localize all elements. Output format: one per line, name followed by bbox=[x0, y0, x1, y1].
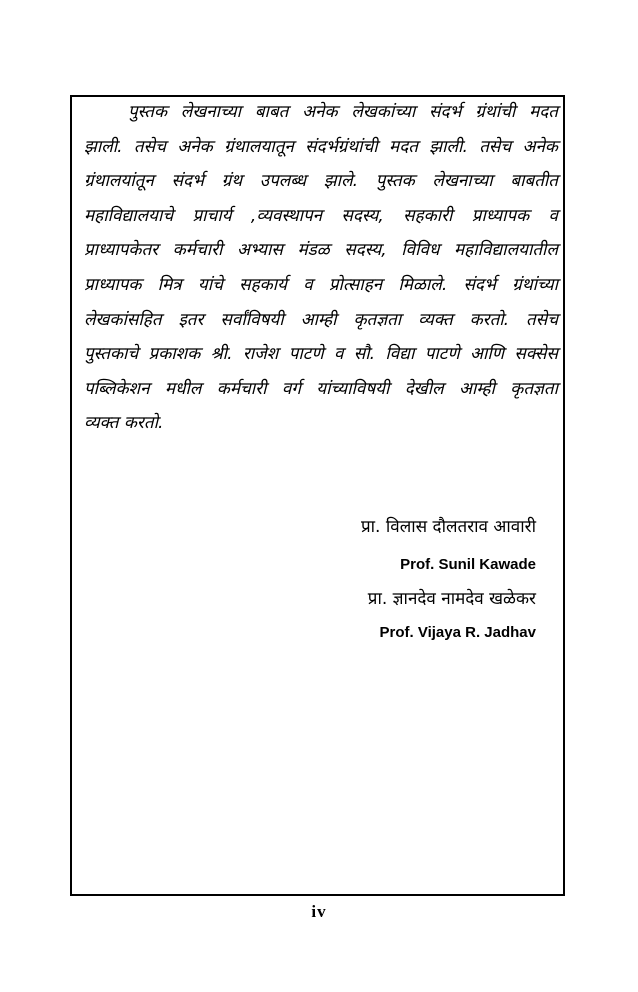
signature-author-2: Prof. Sunil Kawade bbox=[400, 556, 536, 573]
signature-author-1: प्रा. विलास दौलतराव आवारी bbox=[360, 517, 536, 537]
signature-author-4: Prof. Vijaya R. Jadhav bbox=[379, 624, 536, 641]
paragraph-line: प्राध्यापकेतर कर्मचारी अभ्यास मंडळ सदस्य, विविध महाविद्यालयातील bbox=[84, 240, 558, 261]
page-number: iv bbox=[311, 902, 327, 921]
acknowledgement-paragraph bbox=[84, 99, 558, 445]
paragraph-line: ग्रंथालयांतून संदर्भ ग्रंथ उपलब्ध झाले. पुस्तक लेखनाच्या बाबतीत bbox=[84, 171, 558, 192]
paragraph-line: लेखकांसहित इतर सर्वांविषयी आम्ही कृतज्ञता व्यक्त करतो. तसेच bbox=[84, 309, 558, 330]
paragraph-line: झाली. तसेच अनेक ग्रंथालयातून संदर्भग्रंथांची मदत झाली. तसेच अनेक bbox=[84, 136, 558, 157]
paragraph-line: महाविद्यालयाचे प्राचार्य ,व्यवस्थापन सदस्य, सहकारी प्राध्यापक व bbox=[84, 205, 558, 226]
paragraph-line: पुस्तक लेखनाच्या बाबत अनेक लेखकांच्या संदर्भ ग्रंथांची मदत bbox=[128, 102, 558, 122]
paragraph-line: प्राध्यापक मित्र यांचे सहकार्य व प्रोत्साहन मिळाले. संदर्भ ग्रंथांच्या bbox=[84, 274, 558, 295]
paragraph-line: पब्लिकेशन मधील कर्मचारी वर्ग यांच्याविषयी देखील आम्ही कृतज्ञता bbox=[84, 378, 558, 399]
signature-author-3: प्रा. ज्ञानदेव नामदेव खळेकर bbox=[367, 589, 536, 609]
paragraph-line: पुस्तकाचे प्रकाशक श्री. राजेश पाटणे व सौ. विद्या पाटणे आणि सक्सेस bbox=[84, 344, 558, 365]
paragraph-line: व्यक्त करतो. bbox=[84, 413, 164, 434]
